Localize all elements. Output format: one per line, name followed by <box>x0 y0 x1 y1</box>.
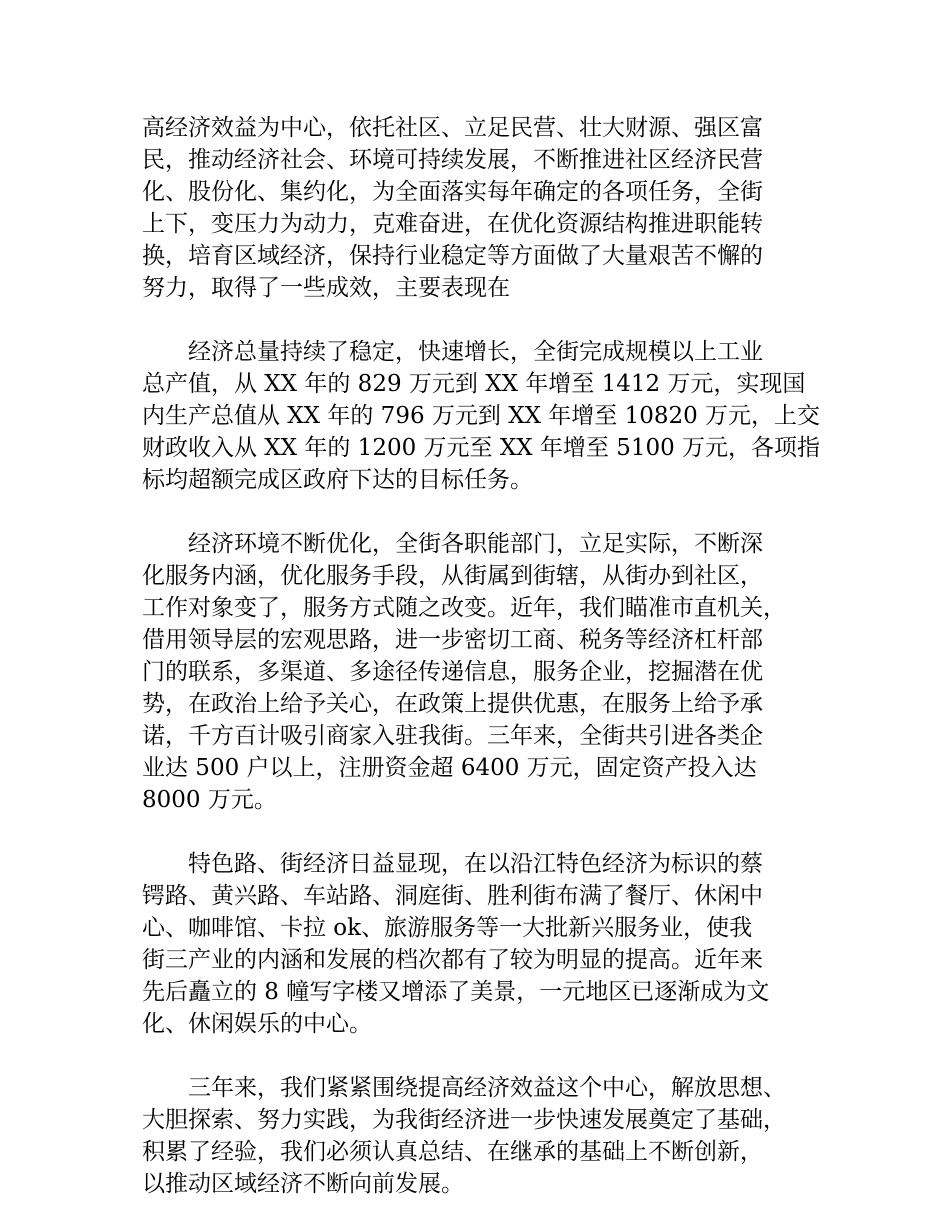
paragraph-gap <box>142 304 842 336</box>
document-body <box>142 112 842 1200</box>
paragraph-economic-environment: 经济环境不断优化，全街各职能部门，立足实际，不断深 化服务内涵，优化服务手段，从街属到街辖，从街办到社区， 工作对象变了，服务方式随之改变。近年，我们瞄准市直机关， 借用领导层的宏观思路，进一步密切工商、税务等经济杠杆部 门的联系，多渠道、多途径传递信息，服务企业，挖掘潜在优 势，在政治上给予关心，在政策上提供优惠，在服务上给予承 诺，千方百计吸引商家入驻我街。三年来，全街共引进各类企 业达 500 户以上，注册资金超 6400 万元，固定资产投入达 8000 万元。 <box>142 531 786 813</box>
paragraph-economic-growth: 经济总量持续了稳定，快速增长，全街完成规模以上工业 总产值，从 XX 年的 829 万元到 XX 年增至 1412 万元，实现国 内生产总值从 XX 年的 796 万元到 XX 年增至 10820 万元，上交 财政收入从 XX 年的 1200 万元至 XX 年增至 5100 万元，各项指 标均超额完成区政府下达的目标任务。 <box>142 339 821 493</box>
paragraph-gap <box>142 816 842 848</box>
paragraph-featured-streets: 特色路、街经济日益显现，在以沿江特色经济为标识的蔡 锷路、黄兴路、车站路、洞庭街、胜利街布满了餐厅、休闲中 心、咖啡馆、卡拉 ok、旅游服务等一大批新兴服务业，使我 街三产业的内涵和发展的档次都有了较为明显的提高。近年来 先后矗立的 8 幢写字楼又增添了美景，一元地区已逐渐成为文 化、休闲娱乐的中心。 <box>142 851 770 1037</box>
paragraph-gap <box>142 496 842 528</box>
paragraph-conclusion: 三年来，我们紧紧围绕提高经济效益这个中心，解放思想、 大胆探索、努力实践，为我街经济进一步快速发展奠定了基础， 积累了经验，我们必须认真总结、在继承的基础上不断创新， 以推动区域经济不断向前发展。 <box>142 1075 786 1197</box>
paragraph-gap <box>142 1040 842 1072</box>
paragraph-intro: 高经济效益为中心，依托社区、立足民营、壮大财源、强区富 民，推动经济社会、环境可持续发展，不断推进社区经济民营 化、股份化、集约化，为全面落实每年确定的各项任务，全街 上下，变压力为动力，克难奋进，在优化资源结构推进职能转 换，培育区域经济，保持行业稳定等方面做了大量艰苦不懈的 努力，取得了一些成效，主要表现在 <box>142 115 763 301</box>
